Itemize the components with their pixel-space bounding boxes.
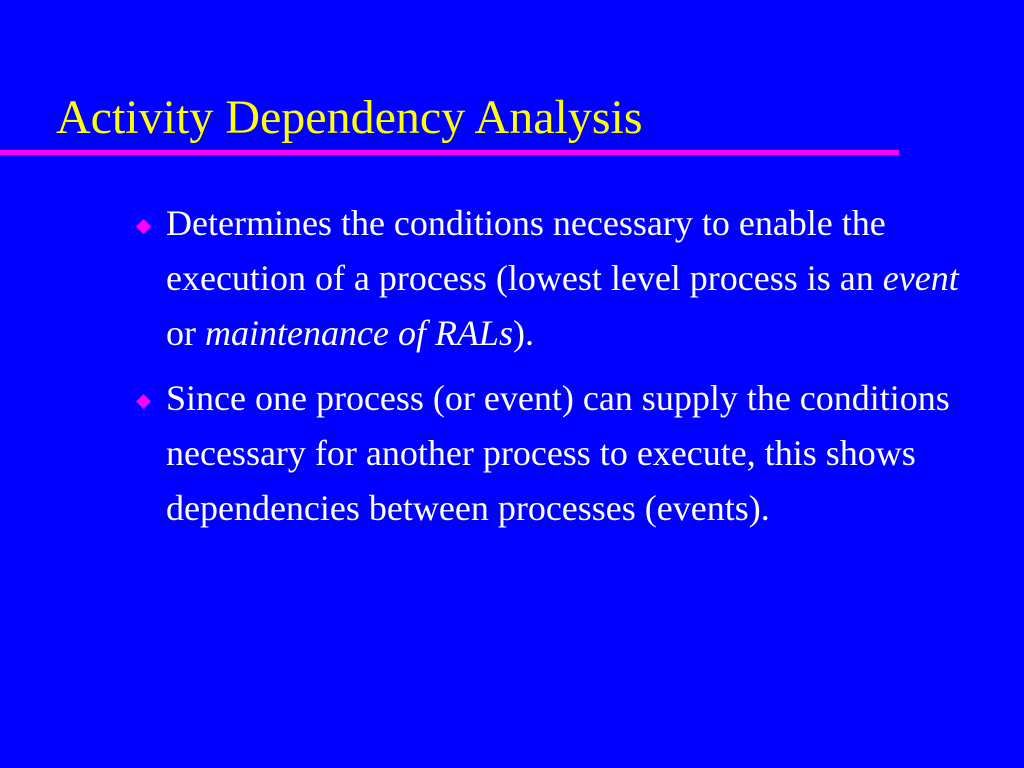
title-underline	[0, 150, 899, 155]
emphasis-event: event	[882, 258, 959, 298]
emphasis-maintenance: maintenance of RALs	[205, 313, 513, 353]
bullet-text-connector: or	[166, 313, 205, 353]
bullet-text-end: ).	[512, 313, 534, 353]
bullet-text: Since one process (or event) can supply the conditions necessary for another process to execute, this shows dependencies between processes (events).	[166, 378, 950, 528]
bullet-item-conditions	[133, 196, 963, 361]
slide-title: Activity Dependency Analysis	[56, 91, 643, 144]
diamond-bullet-icon	[136, 219, 151, 234]
bullet-item-dependencies	[133, 371, 963, 536]
bullet-list	[133, 196, 963, 546]
diamond-bullet-icon	[136, 394, 151, 409]
bullet-text: Determines the conditions necessary to enable the execution of a process (lowest level process is an	[166, 203, 886, 298]
